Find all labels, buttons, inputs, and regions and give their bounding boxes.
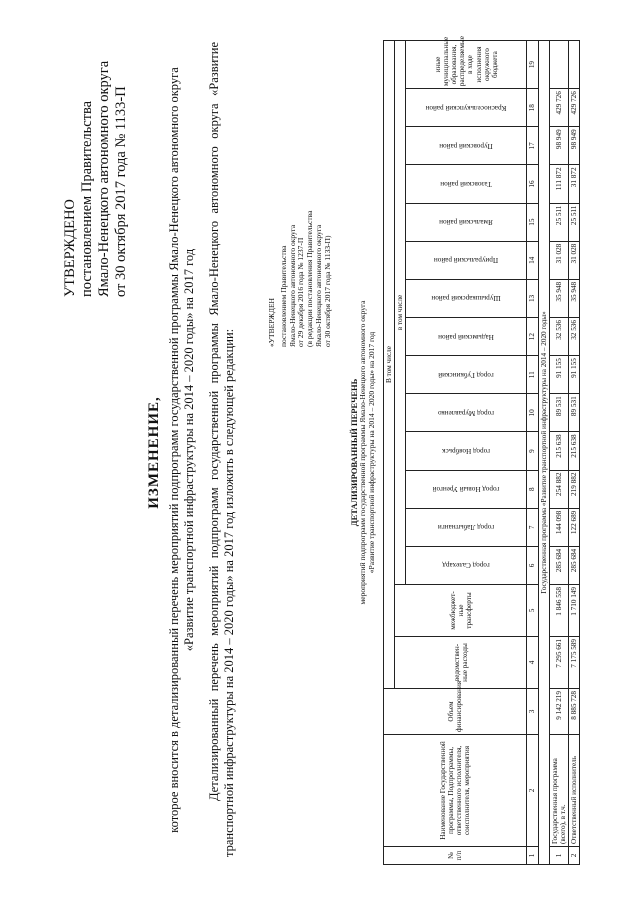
header-cell (406, 241, 527, 279)
header-cell (406, 318, 527, 356)
header-cell-label: Красноселькупский район (426, 103, 507, 112)
table-cell: 219 882 (569, 470, 580, 508)
table-row (549, 41, 568, 865)
detail-heading (350, 0, 376, 905)
table-cell: 215 638 (569, 432, 580, 470)
table-cell: 98 949 (549, 127, 568, 165)
column-number: 1 (527, 847, 538, 865)
row-number: 2 (569, 847, 580, 865)
table-cell: 89 531 (549, 394, 568, 432)
table-cell: 91 155 (569, 356, 580, 394)
quoted-approval-line: постановлением Правительства (278, 245, 288, 347)
column-number: 11 (527, 356, 538, 394)
column-number: 16 (527, 165, 538, 203)
table-cell: 144 098 (549, 508, 568, 546)
table-cell: 89 531 (569, 394, 580, 432)
table-cell: 254 882 (549, 470, 568, 508)
header-cell-label: Ямальский район (439, 218, 494, 227)
approval-line: постановлением Правительства (79, 100, 95, 297)
quoted-approval-line: от 30 октября 2017 года № 1133-П) (322, 235, 332, 347)
header-cell: В том числе (384, 41, 395, 689)
table-cell: 8 885 728 (569, 689, 580, 735)
header-cell (406, 203, 527, 241)
table-cell: 9 142 219 (549, 689, 568, 735)
header-cell: Наименование Государственной программы, Подпрограммы, ответственного исполнителя, соисполнителя, мероприятия (384, 735, 527, 847)
header-cell-label: город Муравленко (438, 408, 495, 417)
table-cell: 91 155 (549, 356, 568, 394)
detail-subtitle: мероприятий подпрограмм государственной программы Ямало-Ненецкого автономного округа (357, 300, 367, 605)
column-number: 3 (527, 689, 538, 735)
table-cell: 7 175 589 (569, 637, 580, 689)
header-cell (406, 470, 527, 508)
approval-heading: УТВЕРЖДЕНО (62, 199, 78, 297)
column-number: 2 (527, 735, 538, 847)
column-number: 10 (527, 394, 538, 432)
table-cell: 429 726 (569, 89, 580, 127)
approval-line: Ямало-Ненецкого автономного округа (96, 60, 112, 297)
header-cell-label: город Лабытнанги (438, 523, 495, 532)
table-cell: 285 684 (549, 546, 568, 584)
table-row (569, 41, 580, 865)
column-number: 18 (527, 89, 538, 127)
table-cell: 285 684 (569, 546, 580, 584)
header-cell-label: Тазовский район (440, 180, 493, 189)
header-cell: межбюджет-ные трансферты (395, 585, 527, 637)
column-number: 19 (527, 41, 538, 89)
header-cell: ведомствен-ные расходы (395, 637, 527, 689)
document-paragraph: Детализированный перечень мероприятий подпрограмм государственной программы Ямало-Ненецкого автономного округа «Развитие транспортной инфраструктуры на 2014 – 2020 годы» на 2017 год изложить в следующей редакции: (207, 42, 236, 857)
header-cell (406, 432, 527, 470)
table-cell (549, 41, 568, 89)
header-cell (406, 127, 527, 165)
header-cell-label: город Салехард (442, 561, 491, 570)
program-span-row (538, 41, 549, 865)
table-header-row (384, 41, 395, 865)
header-cell: в том числе (395, 41, 406, 585)
table-cell: 32 536 (569, 318, 580, 356)
header-cell (406, 165, 527, 203)
table-cell: 25 511 (569, 203, 580, 241)
column-number: 12 (527, 318, 538, 356)
quoted-approval (268, 57, 333, 347)
column-number: 4 (527, 637, 538, 689)
detail-title: ДЕТАЛИЗИРОВАННЫЙ ПЕРЕЧЕНЬ (349, 378, 359, 527)
table-cell: 31 872 (569, 165, 580, 203)
column-number-row (527, 41, 538, 865)
table-cell: 98 949 (569, 127, 580, 165)
table-cell: 215 638 (549, 432, 568, 470)
header-cell-label: Надымский район (438, 332, 495, 341)
detail-subtitle: «Развитие транспортной инфраструктуры на 2014 – 2020 годы» на 2017 год (366, 331, 376, 574)
column-number: 14 (527, 241, 538, 279)
header-cell: № п/п (384, 847, 527, 865)
row-name: Ответственный исполнитель (569, 735, 580, 847)
column-number: 7 (527, 508, 538, 546)
row-name: Государственная программа (всего), в т.ч. (549, 735, 568, 847)
program-table (383, 36, 580, 865)
column-number: 13 (527, 279, 538, 317)
header-cell: иные муниципальные образования, распределяемые в ходе исполнения окружного бюджета (406, 41, 527, 89)
document-intro: которое вносится в детализированный перечень мероприятий подпрограмм государственной программы Ямало-Ненецкого автономного округа «Развитие транспортной инфраструктуры на 2014 – 2020 годы» на 2017 год (167, 67, 196, 833)
quoted-approval-line: (в редакции постановления Правительства (305, 210, 315, 347)
table-cell: 1 710 149 (569, 585, 580, 637)
header-cell-label: Шурышкарский район (431, 294, 502, 303)
header-cell-label: город Ноябрьск (442, 447, 491, 456)
header-cell-label: город Новый Уренгой (433, 485, 500, 494)
quoted-approval-line: Ямало-Ненецкого автономного округа (313, 224, 323, 347)
table-cell: 429 726 (549, 89, 568, 127)
header-cell (406, 279, 527, 317)
quoted-approval-line: от 29 декабря 2016 года № 1237-П (296, 237, 306, 347)
header-cell (406, 508, 527, 546)
program-span-cell: Государственная программа «Развитие транспортной инфраструктуры на 2014 – 2020 годы» (538, 41, 549, 865)
header-cell-label: Пуровский район (439, 141, 494, 150)
table-cell: 35 948 (569, 279, 580, 317)
table-cell: 32 536 (549, 318, 568, 356)
column-number: 9 (527, 432, 538, 470)
table-cell: 25 511 (549, 203, 568, 241)
column-number: 8 (527, 470, 538, 508)
table-cell: 111 872 (549, 165, 568, 203)
table-cell: 35 948 (549, 279, 568, 317)
header-cell (406, 356, 527, 394)
table-cell: 7 295 661 (549, 637, 568, 689)
header-cell (406, 546, 527, 584)
header-cell (406, 394, 527, 432)
header-cell-label: город Губкинский (438, 370, 495, 379)
table-cell: 31 028 (549, 241, 568, 279)
quoted-approval-line: Ямало-Ненецкого автономного округа (287, 224, 297, 347)
table-cell: 122 689 (569, 508, 580, 546)
approval-stamp (62, 7, 130, 297)
column-number: 15 (527, 203, 538, 241)
quoted-approval-heading: «УТВЕРЖДЕН (267, 298, 276, 347)
document-title: ИЗМЕНЕНИЕ, (146, 396, 162, 509)
header-cell (406, 89, 527, 127)
header-cell-label: Приуральский район (434, 256, 499, 265)
table-cell: 31 028 (569, 241, 580, 279)
approval-line: от 30 октября 2017 года № 1133-П (113, 86, 129, 297)
table-cell: 1 846 558 (549, 585, 568, 637)
row-number: 1 (549, 847, 568, 865)
column-number: 6 (527, 546, 538, 584)
column-number: 5 (527, 585, 538, 637)
table-cell (569, 41, 580, 89)
column-number: 17 (527, 127, 538, 165)
header-cell: Объем финансирования (384, 689, 527, 735)
